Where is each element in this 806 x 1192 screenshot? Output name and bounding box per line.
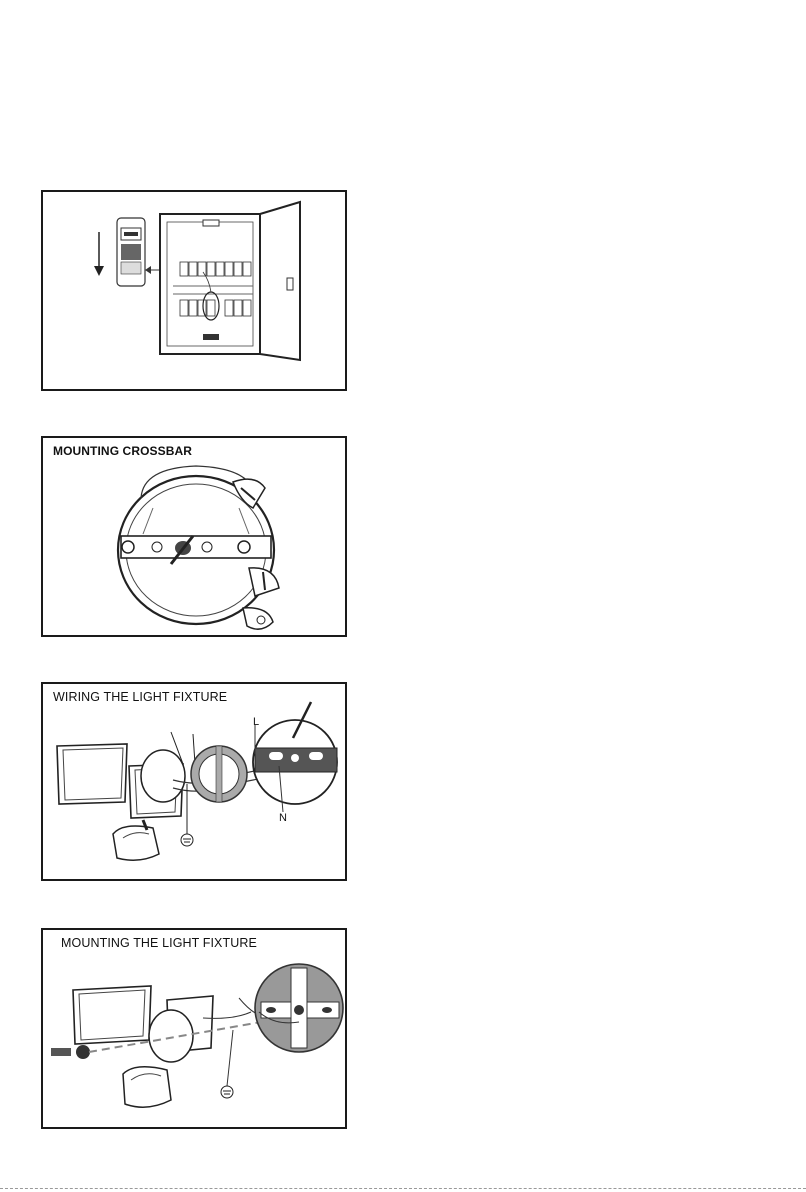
breaker-panel	[41, 190, 347, 391]
label-l: L	[253, 716, 260, 728]
panel-title: MOUNTING THE LIGHT FIXTURE	[61, 936, 257, 950]
crossbar-panel	[41, 436, 347, 637]
panel-title: MOUNTING CROSSBAR	[53, 444, 193, 458]
wiring-illustration	[43, 684, 347, 881]
panel-title: WIRING THE LIGHT FIXTURE	[53, 690, 228, 704]
mounting-panel	[41, 928, 347, 1129]
crossbar-illustration	[43, 438, 347, 637]
label-n: N	[279, 812, 287, 824]
mounting-illustration	[43, 930, 347, 1129]
breaker-box-illustration	[43, 192, 347, 391]
page-edge-divider	[0, 1188, 806, 1189]
wiring-panel	[41, 682, 347, 881]
